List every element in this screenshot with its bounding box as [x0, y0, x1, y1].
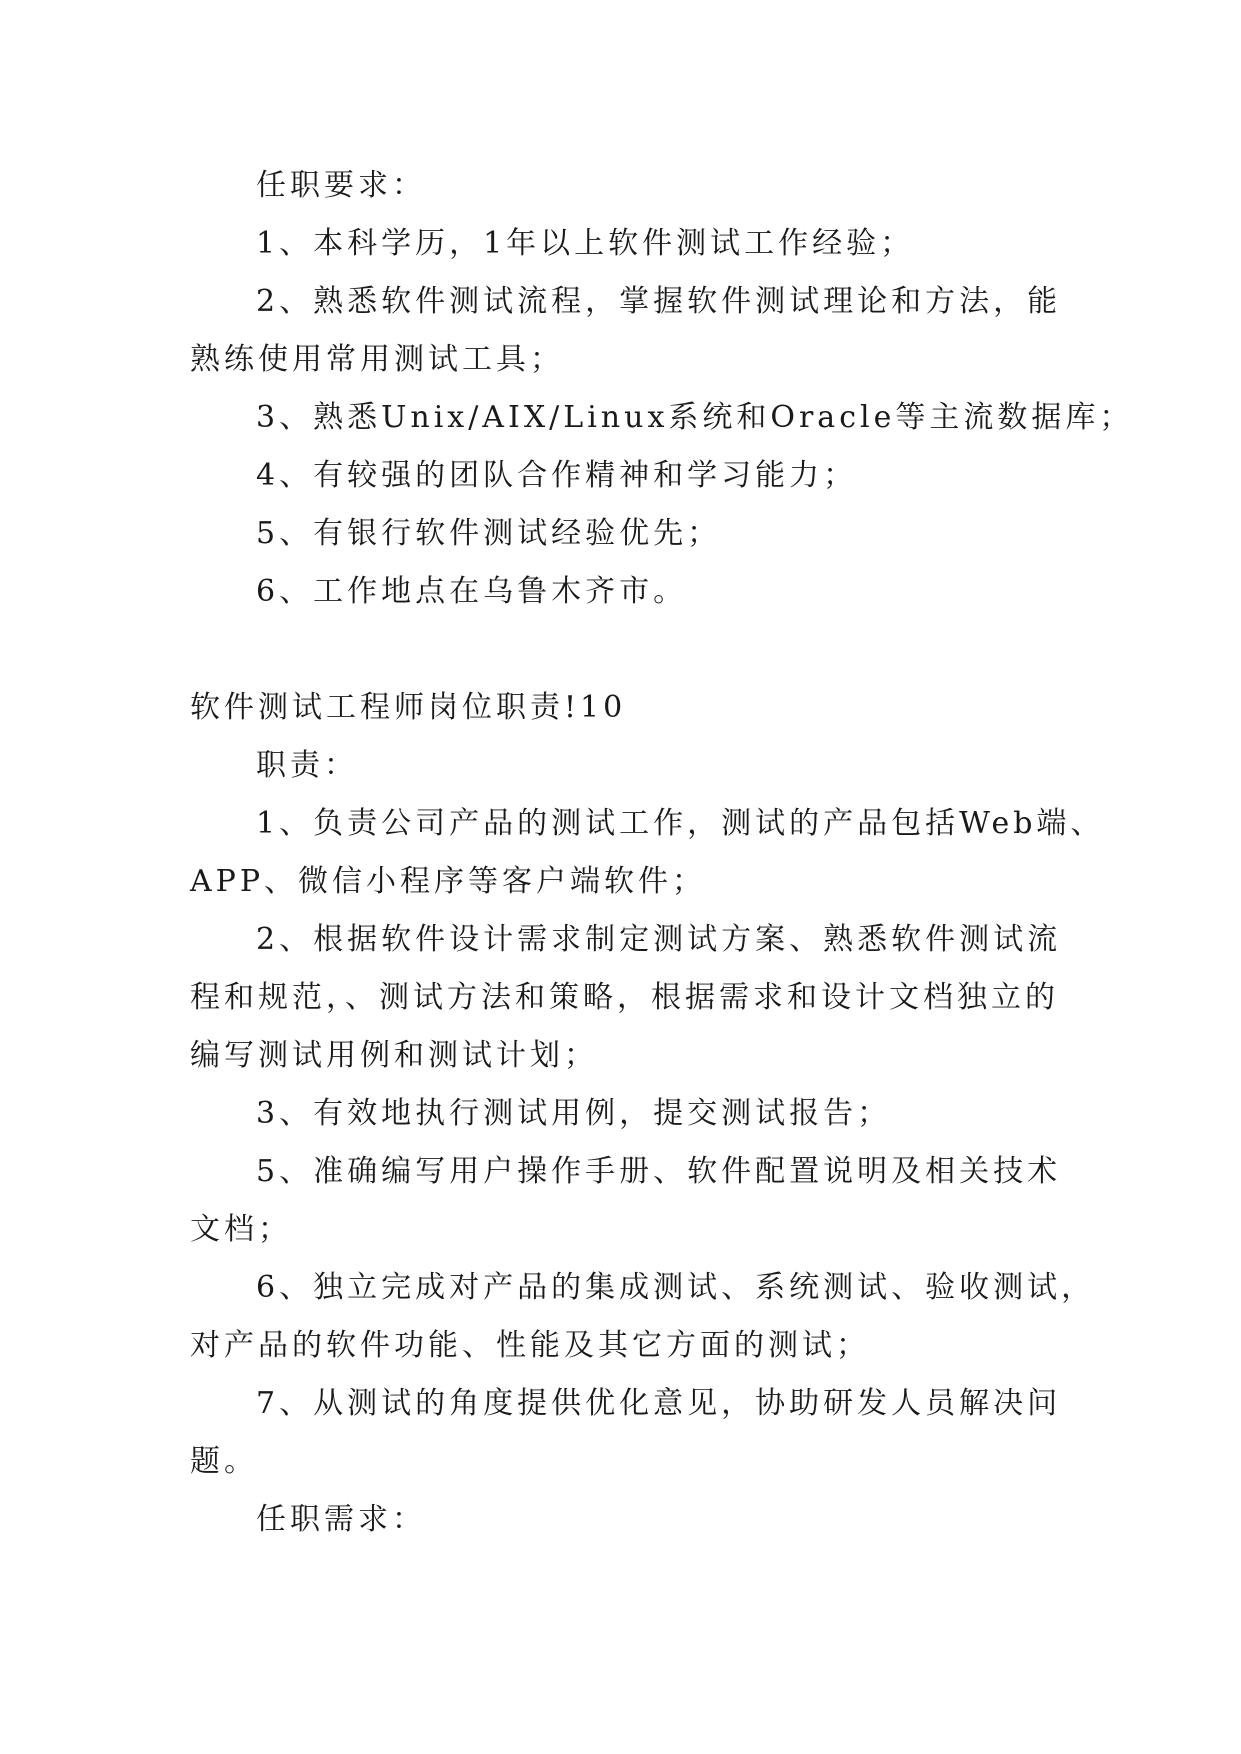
- paragraph-line: 编写测试用例和测试计划；: [190, 1038, 598, 1073]
- section-heading-requirements: 任职需求：: [256, 1502, 426, 1537]
- section-heading-requirements: 任职要求：: [256, 168, 426, 203]
- paragraph-line: 1、负责公司产品的测试工作，测试的产品包括Web端、: [256, 806, 1105, 841]
- paragraph-line: 6、独立完成对产品的集成测试、系统测试、验收测试，: [256, 1270, 1096, 1305]
- paragraph-line: 6、工作地点在乌鲁木齐市。: [256, 574, 688, 609]
- paragraph-line: APP、微信小程序等客户端软件；: [190, 864, 707, 899]
- paragraph-line: 5、有银行软件测试经验优先；: [256, 516, 722, 551]
- paragraph-line: 3、熟悉Unix/AIX/Linux系统和Oracle等主流数据库；: [256, 400, 1134, 435]
- paragraph-line: 程和规范，、测试方法和策略，根据需求和设计文档独立的: [190, 980, 1059, 1015]
- paragraph-line: 对产品的软件功能、性能及其它方面的测试；: [190, 1328, 870, 1363]
- paragraph-line: 题。: [190, 1444, 258, 1479]
- paragraph-line: 3、有效地执行测试用例，提交测试报告；: [256, 1096, 892, 1131]
- paragraph-line: 文档；: [190, 1212, 292, 1247]
- document-section-title: 软件测试工程师岗位职责!10: [190, 690, 627, 725]
- paragraph-line: 1、本科学历，1年以上软件测试工作经验；: [256, 226, 915, 261]
- section-heading-duties: 职责：: [256, 748, 358, 783]
- paragraph-line: 2、根据软件设计需求制定测试方案、熟悉软件测试流: [256, 922, 1062, 957]
- paragraph-line: 熟练使用常用测试工具；: [190, 342, 564, 377]
- paragraph-line: 7、从测试的角度提供优化意见，协助研发人员解决问: [256, 1386, 1062, 1421]
- paragraph-line: 2、熟悉软件测试流程，掌握软件测试理论和方法，能: [256, 284, 1062, 319]
- paragraph-line: 5、准确编写用户操作手册、软件配置说明及相关技术: [256, 1154, 1062, 1189]
- paragraph-line: 4、有较强的团队合作精神和学习能力；: [256, 458, 858, 493]
